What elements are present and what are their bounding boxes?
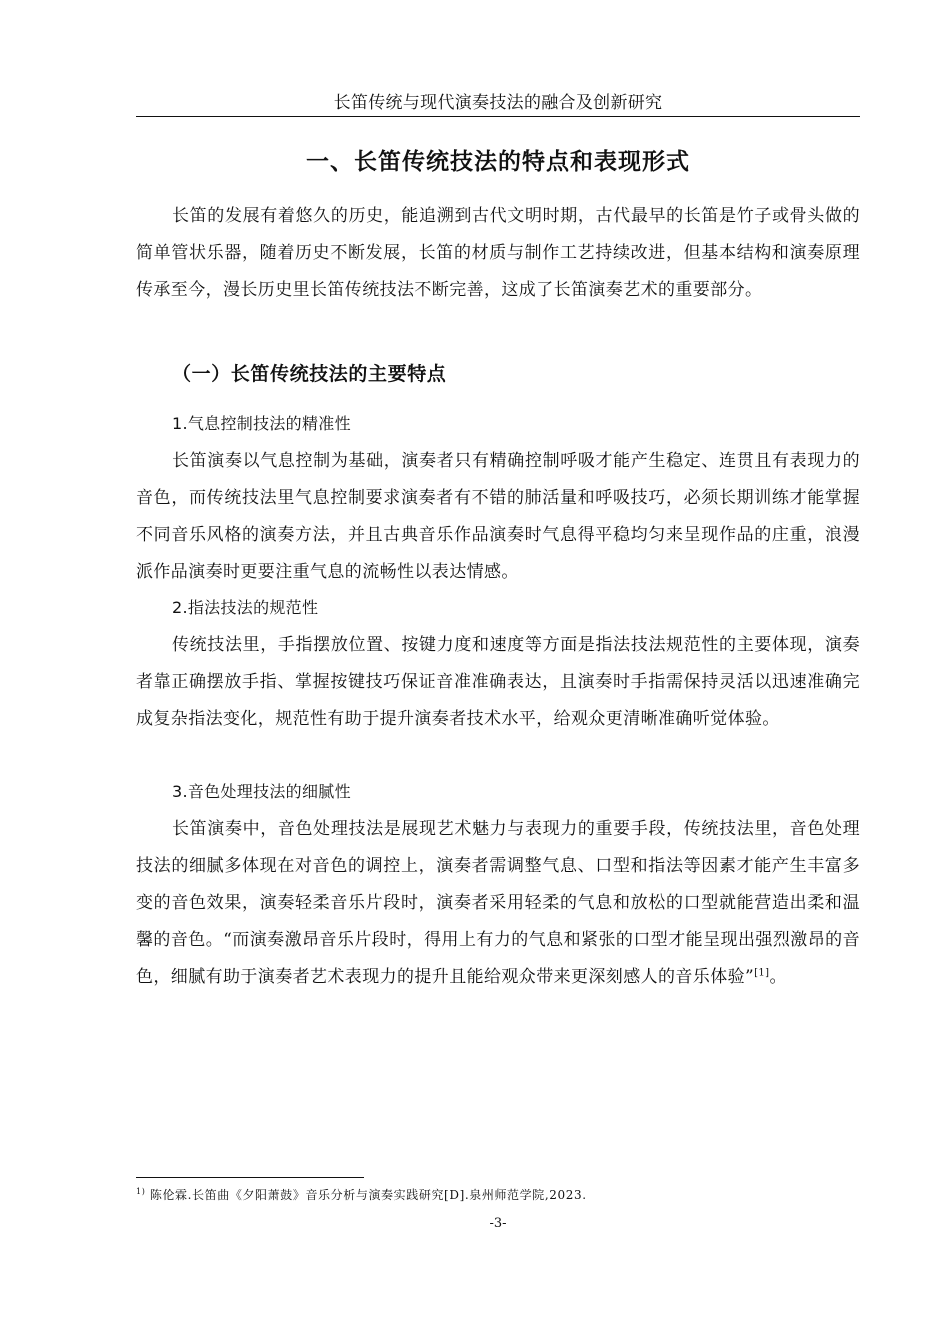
footnote xyxy=(136,1186,860,1204)
paragraph-tone-color xyxy=(136,811,860,996)
footnote-text: 陈伦霖.长笛曲《夕阳萧鼓》音乐分析与演奏实践研究[D].泉州师范学院,2023. xyxy=(149,1188,587,1202)
footnote-mark: 1) xyxy=(136,1187,146,1196)
paragraph-tone-text: 长笛演奏中，音色处理技法是展现艺术魅力与表现力的重要手段，传统技法里，音色处理技法的细腻多体现在对音色的调控上，演奏者需调整气息、口型和指法等因素才能产生丰富多变的音色效果，演奏轻柔音乐片段时，演奏者采用轻柔的气息和放松的口型就能营造出柔和温馨的音色。“而演奏激昂音乐片段时，得用上有力的气息和紧张的口型才能呈现出强烈激昂的音色，细腻有助于演奏者艺术表现力的提升且能给观众带来更深刻感人的音乐体验” xyxy=(136,819,860,987)
running-header: 长笛传统与现代演奏技法的融合及创新研究 xyxy=(333,93,663,113)
footnote-rule xyxy=(136,1177,364,1178)
paragraph-fingering-text: 传统技法里，手指摆放位置、按键力度和速度等方面是指法技法规范性的主要体现，演奏者靠正确摆放手指、掌握按键技巧保证音准准确表达，且演奏时手指需保持灵活以迅速准确完成复杂指法变化，规范性有助于提升演奏者技术水平，给观众更清晰准确听觉体验。 xyxy=(136,635,860,729)
header-rule xyxy=(136,116,860,117)
subsection-heading-breath: 1.气息控制技法的精准性 xyxy=(172,414,351,433)
paragraph-fingering xyxy=(136,627,860,738)
section-title: （一）长笛传统技法的主要特点 xyxy=(172,363,447,385)
intro-paragraph: 长笛的发展有着悠久的历史，能追溯到古代文明时期，古代最早的长笛是竹子或骨头做的简单管状乐器，随着历史不断发展，长笛的材质与制作工艺持续改进，但基本结构和演奏原理传承至今，漫长历史里长笛传统技法不断完善，这成了长笛演奏艺术的重要部分。 xyxy=(136,206,860,300)
page-number: -3- xyxy=(489,1216,507,1231)
subsection-heading-fingering: 2.指法技法的规范性 xyxy=(172,598,319,617)
chapter-title: 一、长笛传统技法的特点和表现形式 xyxy=(306,149,690,175)
paragraph-tone-tail: 。 xyxy=(769,967,787,987)
citation-marker[interactable]: [1] xyxy=(754,967,770,979)
subsection-heading-tone: 3.音色处理技法的细腻性 xyxy=(172,782,351,801)
paragraph-breath-control: 长笛演奏以气息控制为基础，演奏者只有精确控制呼吸才能产生稳定、连贯且有表现力的音色，而传统技法里气息控制要求演奏者有不错的肺活量和呼吸技巧，必须长期训练才能掌握不同音乐风格的演奏方法，并且古典音乐作品演奏时气息得平稳均匀来呈现作品的庄重，浪漫派作品演奏时更要注重气息的流畅性以表达情感。 xyxy=(136,451,860,582)
